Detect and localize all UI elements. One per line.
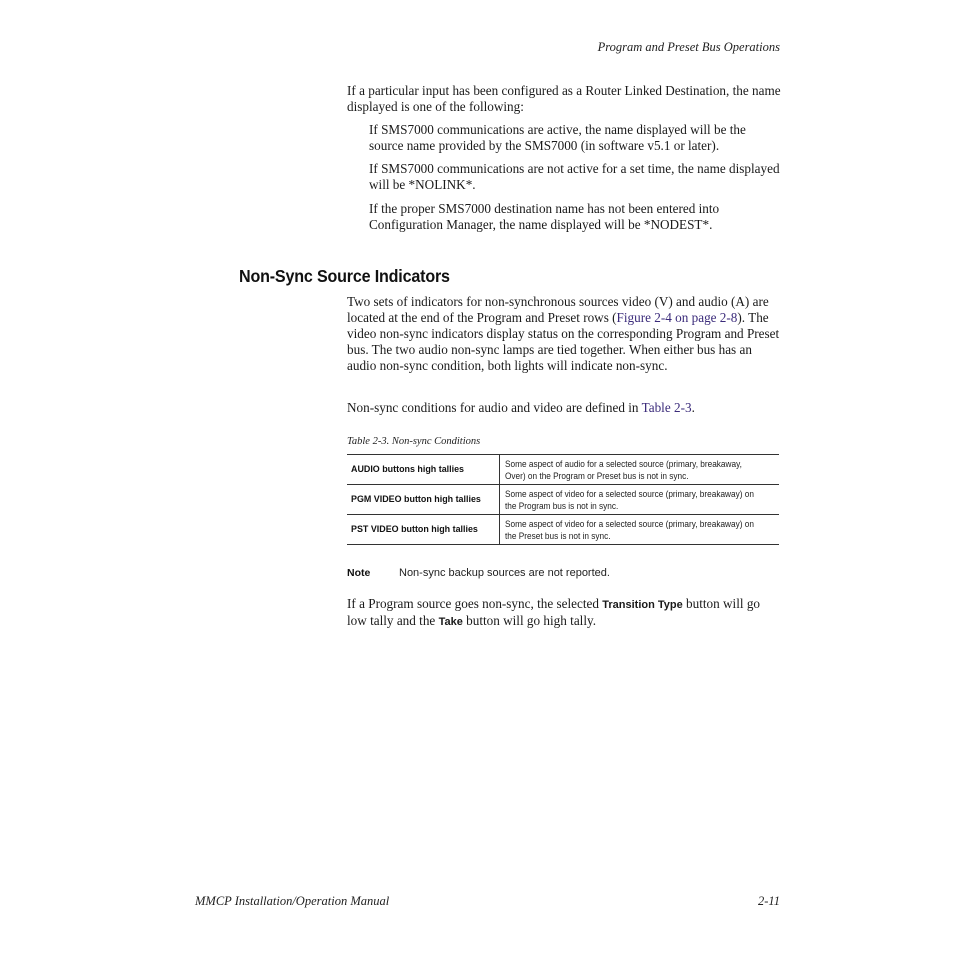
intro-item-3: If the proper SMS7000 destination name has not been entered into Configuration Manager, the name displayed will be *NODEST*. [369, 201, 720, 232]
transition-type-button-name: Transition Type [602, 599, 683, 611]
p1-text-before: Two sets of indicators for non-synchronous sources video (V) and audio (A) are located at the end of the Program and Preset rows ( [347, 294, 769, 325]
figure-link[interactable]: Figure 2-4 on page 2-8 [616, 310, 738, 325]
p2-text-after: . [691, 400, 695, 415]
condition-description [500, 515, 780, 545]
intro-item-2: If SMS7000 communications are not active for a set time, the name displayed will be *NOLINK*. [369, 161, 780, 192]
footer-page-number: 2-11 [758, 894, 780, 908]
note-text: Non-sync backup sources are not reported. [399, 567, 610, 579]
condition-description [500, 485, 780, 515]
table-caption: Table 2-3. Non-sync Conditions [347, 436, 481, 447]
condition-label-text: PGM VIDEO button high tallies [351, 494, 481, 505]
p1-text-after: ). The video non-sync indicators display status on the corresponding Program and Preset bus. The two audio non-sync lamps are tied together. When either bus has an audio non-sync condition, both lights will indicate non-sync. [347, 310, 780, 373]
p2-text-before: Non-sync conditions for audio and video are defined in [347, 400, 642, 415]
final-text-1: If a Program source goes non-sync, the selected [347, 596, 603, 611]
note-label: Note [347, 567, 371, 579]
nonsync-conditions-table [347, 454, 779, 545]
intro-item-1: If SMS7000 communications are active, the name displayed will be the source name provided by the SMS7000 (in software v5.1 or later). [369, 122, 746, 153]
table-row [347, 515, 779, 545]
running-head: Program and Preset Bus Operations [597, 40, 780, 54]
condition-label [347, 455, 500, 485]
condition-label-text: AUDIO buttons high tallies [351, 464, 465, 475]
footer-manual-title: MMCP Installation/Operation Manual [195, 894, 390, 908]
condition-label-text: PST VIDEO button high tallies [351, 524, 478, 535]
section-heading: Non-Sync Source Indicators [239, 266, 450, 286]
section-paragraph-1 [347, 294, 781, 374]
take-button-name: Take [438, 616, 463, 628]
final-text-3: button will go high tally. [462, 613, 597, 628]
condition-label [347, 485, 500, 515]
condition-description [500, 455, 780, 485]
condition-description-text: Some aspect of video for a selected source (primary, breakaway) on the Program bus is not in sync. [505, 488, 754, 511]
condition-description-text: Some aspect of audio for a selected source (primary, breakaway, Over) on the Program or Preset bus is not in sync. [505, 458, 742, 481]
condition-description-text: Some aspect of video for a selected source (primary, breakaway) on the Preset bus is not in sync. [505, 518, 754, 541]
intro-paragraph: If a particular input has been configured as a Router Linked Destination, the name displayed is one of the following: [347, 83, 781, 114]
table-row [347, 485, 779, 515]
final-text-2: button will go low tally and the [347, 596, 761, 628]
final-paragraph [347, 596, 781, 630]
table-link[interactable]: Table 2-3 [641, 400, 692, 415]
section-paragraph-2 [347, 400, 781, 416]
condition-label [347, 515, 500, 545]
table-row [347, 455, 779, 485]
